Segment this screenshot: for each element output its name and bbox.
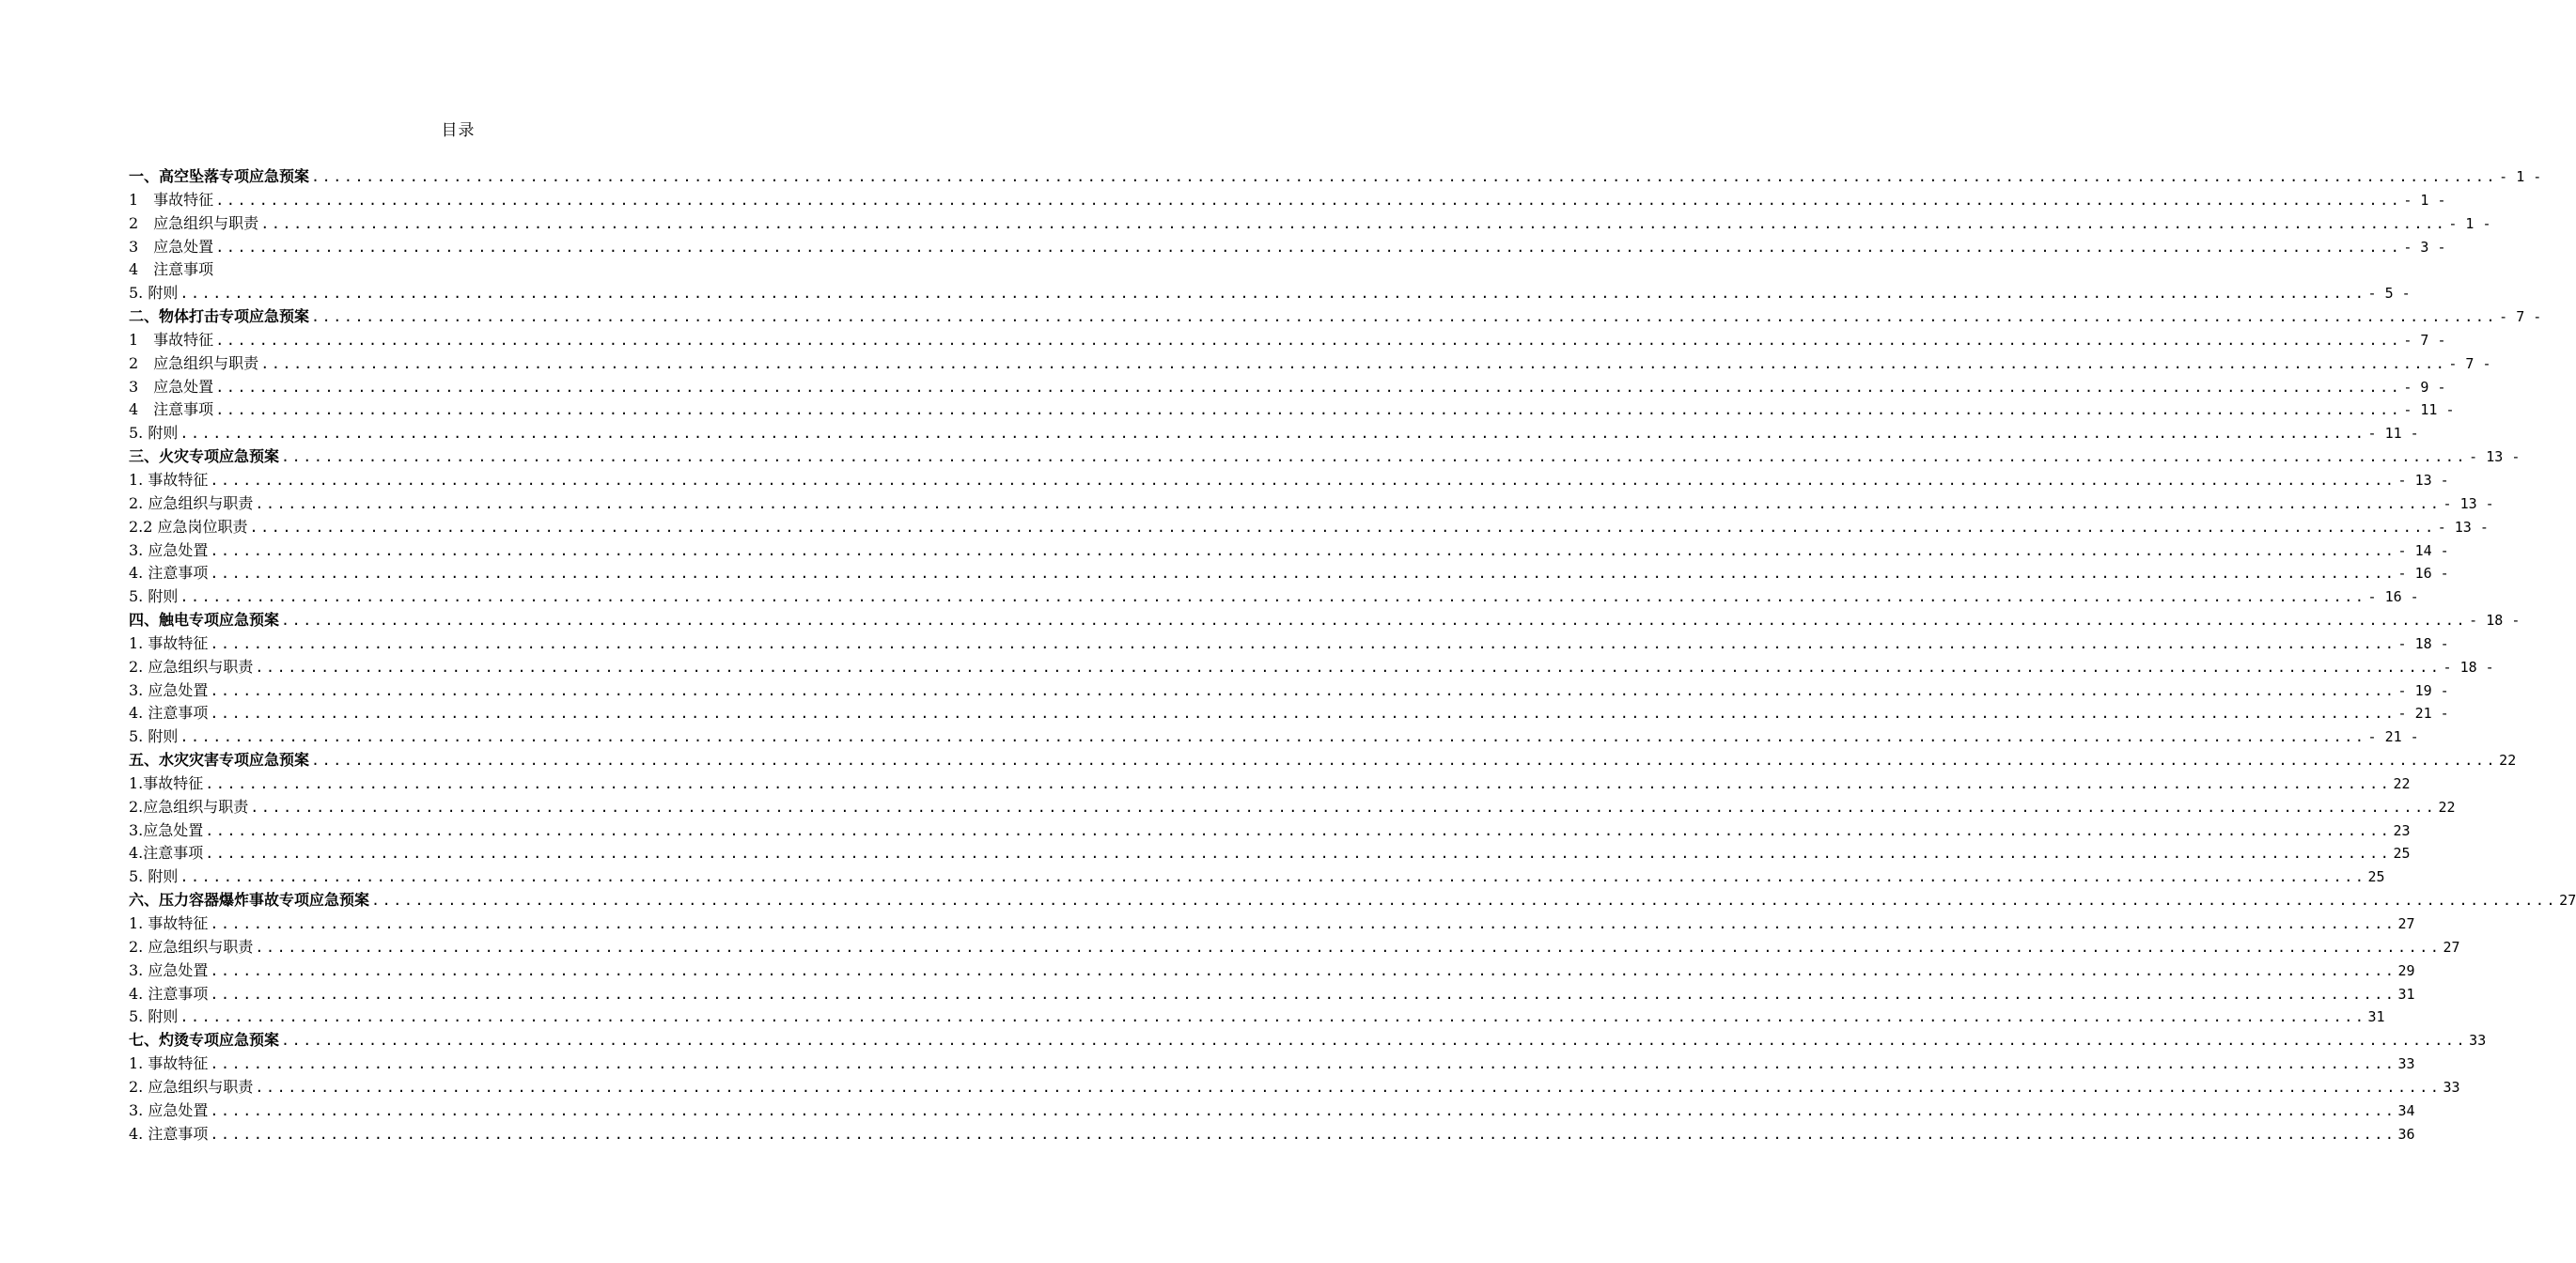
toc-entry[interactable] [129, 632, 2449, 655]
toc-entry-text: 2. 应急组织与职责 [129, 1077, 254, 1096]
toc-entry[interactable] [129, 538, 2449, 562]
toc-page-number: - 7 - [2448, 354, 2491, 372]
toc-section-heading[interactable] [129, 1028, 2487, 1052]
toc-entry-text: 2.2 应急岗位职责 [129, 517, 248, 536]
toc-entry-text: 1. 事故特征 [129, 633, 209, 652]
table-of-contents [129, 164, 2576, 1145]
toc-entry-text: 1 事故特征 [129, 330, 214, 349]
toc-entry-text: 5. 附则 [129, 1007, 179, 1026]
toc-entry[interactable] [129, 701, 2449, 725]
toc-page-number: - 18 - [2397, 634, 2449, 652]
toc-page-number: 22 [2499, 752, 2517, 770]
toc-entry-text: 2. 应急组织与职责 [129, 493, 254, 512]
toc-leader-dots: ........................................................................................................................................................................................................ [371, 892, 2558, 910]
toc-entry-text: 1. 事故特征 [129, 470, 209, 489]
toc-entry[interactable] [129, 655, 2494, 678]
toc-entry[interactable] [129, 585, 2419, 608]
toc-page-number: - 11 - [2403, 401, 2455, 419]
toc-leader-dots: ........................................................................................................................................................................................................ [205, 821, 2392, 839]
toc-page-number: - 14 - [2397, 541, 2449, 559]
toc-entry[interactable] [129, 678, 2449, 702]
toc-page-number: - 13 - [2443, 494, 2494, 512]
toc-page-number: 31 [2367, 1008, 2385, 1026]
toc-leader-dots: ........................................................................................................................................................................................................ [210, 541, 2396, 559]
toc-section-heading[interactable] [129, 164, 2542, 188]
toc-entry-text: 3 应急处置 [129, 237, 214, 256]
toc-entry-text: 1. 事故特征 [129, 1054, 209, 1073]
toc-page-number: - 7 - [2403, 331, 2446, 349]
toc-section-heading[interactable] [129, 444, 2521, 468]
toc-leader-dots: ........................................................................................................................................................................................................ [311, 752, 2498, 770]
toc-leader-dots: ........................................................................................................................................................................................................ [210, 985, 2396, 1003]
toc-entry-text: 2 应急组织与职责 [129, 213, 259, 232]
toc-entry[interactable] [129, 795, 2456, 819]
toc-page-number: 36 [2397, 1125, 2415, 1143]
toc-page-number: - 9 - [2403, 378, 2446, 396]
toc-entry[interactable] [129, 1122, 2415, 1146]
toc-leader-dots: ........................................................................................................................................................................................................ [311, 168, 2498, 185]
toc-entry-text: 3. 应急处置 [129, 1100, 209, 1119]
toc-entry[interactable] [129, 398, 2455, 421]
toc-page-number: - 3 - [2403, 238, 2446, 256]
toc-entry[interactable] [129, 1099, 2415, 1122]
toc-page-number: - 11 - [2367, 425, 2419, 443]
toc-leader-dots: ........................................................................................................................................................................................................ [255, 1078, 2442, 1096]
toc-leader-dots: ........................................................................................................................................................................................................ [180, 1008, 2366, 1026]
toc-page-number: - 19 - [2397, 681, 2449, 699]
toc-leader-dots: ........................................................................................................................................................................................................ [215, 238, 2402, 256]
toc-entry-text: 5. 附则 [129, 587, 179, 606]
toc-entry-text: 5. 附则 [129, 727, 179, 746]
toc-page-number: 22 [2438, 798, 2456, 816]
toc-page-number: 33 [2469, 1032, 2487, 1050]
toc-leader-dots: ........................................................................................................................................................................................................ [250, 798, 2437, 816]
toc-entry-text: 五、水灾灾害专项应急预案 [129, 751, 310, 770]
toc-section-heading[interactable] [129, 608, 2521, 632]
toc-entry[interactable] [129, 959, 2415, 982]
toc-entry[interactable] [129, 935, 2460, 959]
toc-page-number: - 13 - [2469, 448, 2521, 466]
toc-leader-dots: ........................................................................................................................................................................................................ [210, 961, 2396, 979]
toc-entry-text: 5. 附则 [129, 867, 179, 886]
toc-page-number: - 13 - [2437, 518, 2489, 536]
toc-entry-text: 二、物体打击专项应急预案 [129, 307, 310, 326]
toc-page-number: - 18 - [2469, 612, 2521, 630]
toc-page-number: - 1 - [2448, 214, 2491, 232]
toc-leader-dots: ........................................................................................................................................................................................................ [215, 401, 2402, 419]
toc-leader-dots: ........................................................................................................................................................................................................ [255, 938, 2442, 956]
toc-leader-dots: ........................................................................................................................................................................................................ [281, 448, 2468, 466]
toc-leader-dots: ........................................................................................................................................................................................................ [255, 658, 2442, 676]
toc-page-number: 31 [2397, 985, 2415, 1003]
toc-page-number: - 21 - [2397, 705, 2449, 723]
toc-entry[interactable] [129, 351, 2491, 375]
toc-page-number: - 13 - [2397, 471, 2449, 489]
toc-leader-dots: ........................................................................................................................................................................................................ [215, 191, 2402, 209]
toc-entry-text: 四、触电专项应急预案 [129, 611, 280, 630]
toc-entry[interactable] [129, 1005, 2385, 1028]
toc-entry[interactable] [129, 468, 2449, 491]
toc-section-heading[interactable] [129, 748, 2517, 772]
toc-page-number: 27 [2443, 938, 2460, 956]
toc-entry[interactable] [129, 211, 2491, 235]
toc-entry[interactable] [129, 982, 2415, 1006]
toc-entry-text: 3. 应急处置 [129, 680, 209, 699]
toc-leader-dots: ........................................................................................................................................................................................................ [210, 1101, 2396, 1119]
toc-entry-text: 三、火灾专项应急预案 [129, 447, 280, 466]
toc-leader-dots: ........................................................................................................................................................................................................ [210, 705, 2396, 723]
toc-leader-dots: ........................................................................................................................................................................................................ [210, 681, 2396, 699]
toc-entry-text: 3.应急处置 [129, 820, 204, 839]
toc-page-number: - 1 - [2499, 168, 2542, 185]
toc-entry-text: 4. 注意事项 [129, 564, 209, 583]
toc-leader-dots: ........................................................................................................................................................................................................ [260, 354, 2447, 372]
toc-page-number: - 1 - [2403, 191, 2446, 209]
toc-page-number: 27 [2559, 892, 2576, 910]
toc-leader-dots: ........................................................................................................................................................................................................ [311, 308, 2498, 326]
toc-leader-dots: ........................................................................................................................................................................................................ [255, 494, 2442, 512]
toc-entry[interactable] [129, 491, 2494, 515]
toc-entry-text: 2. 应急组织与职责 [129, 937, 254, 956]
toc-entry[interactable] [129, 421, 2419, 444]
toc-entry[interactable] [129, 1075, 2460, 1099]
toc-entry-text: 5. 附则 [129, 284, 179, 303]
toc-leader-dots: ........................................................................................................................................................................................................ [205, 774, 2392, 792]
toc-page-number: 34 [2397, 1101, 2415, 1119]
toc-entry[interactable] [129, 561, 2449, 585]
toc-entry-text: 3 应急处置 [129, 377, 214, 396]
toc-page-number: - 21 - [2367, 728, 2419, 746]
toc-leader-dots: ........................................................................................................................................................................................................ [215, 378, 2402, 396]
toc-leader-dots: ........................................................................................................................................................................................................ [210, 1055, 2396, 1073]
toc-entry[interactable] [129, 328, 2446, 351]
toc-entry[interactable] [129, 1052, 2415, 1075]
toc-leader-dots: ........................................................................................................................................................................................................ [215, 331, 2402, 349]
toc-page-number: - 16 - [2367, 588, 2419, 606]
toc-leader-dots: ........................................................................................................................................................................................................ [210, 634, 2396, 652]
toc-entry[interactable] [129, 865, 2385, 888]
toc-leader-dots: ........................................................................................................................................................................................................ [281, 1032, 2468, 1050]
toc-leader-dots: ........................................................................................................................................................................................................ [249, 518, 2436, 536]
toc-page-number: 23 [2393, 821, 2411, 839]
toc-entry[interactable] [129, 841, 2411, 865]
toc-leader-dots: ........................................................................................................................................................................................................ [210, 915, 2396, 932]
toc-leader-dots: ........................................................................................................................................................................................................ [210, 565, 2396, 583]
toc-entry-text: 七、灼烫专项应急预案 [129, 1031, 280, 1050]
toc-entry-text: 3. 应急处置 [129, 540, 209, 559]
toc-page-number: 25 [2367, 868, 2385, 886]
toc-section-heading[interactable] [129, 888, 2576, 912]
toc-entry[interactable] [129, 257, 788, 281]
toc-page-number: - 5 - [2367, 285, 2411, 303]
toc-entry-text: 2 应急组织与职责 [129, 353, 259, 372]
toc-page-number: - 16 - [2397, 565, 2449, 583]
toc-entry-text: 1.事故特征 [129, 773, 204, 792]
toc-leader-dots: ........................................................................................................................................................................................................ [180, 425, 2366, 443]
toc-section-heading[interactable] [129, 304, 2542, 328]
toc-entry[interactable] [129, 772, 2411, 795]
toc-entry[interactable] [129, 515, 2489, 538]
toc-page-number: 22 [2393, 774, 2411, 792]
toc-entry[interactable] [129, 235, 2446, 258]
toc-entry-text: 3. 应急处置 [129, 960, 209, 979]
toc-entry[interactable] [129, 188, 2446, 211]
toc-leader-dots: ........................................................................................................................................................................................................ [205, 845, 2392, 863]
toc-entry[interactable] [129, 725, 2419, 748]
toc-page-number: 29 [2397, 961, 2415, 979]
toc-title: 目录 [441, 121, 476, 140]
toc-entry[interactable] [129, 375, 2446, 398]
toc-entry-text: 1 事故特征 [129, 190, 214, 209]
toc-entry-text: 2.应急组织与职责 [129, 797, 249, 816]
toc-entry-text: 4 注意事项 [129, 260, 214, 279]
toc-leader-dots: ........................................................................................................................................................................................................ [210, 471, 2396, 489]
toc-page-number: 33 [2397, 1055, 2415, 1073]
toc-leader-dots: ........................................................................................................................................................................................................ [260, 214, 2447, 232]
toc-leader-dots: ........................................................................................................................................................................................................ [210, 1125, 2396, 1143]
toc-entry-text: 4. 注意事项 [129, 704, 209, 723]
toc-entry-text: 4. 注意事项 [129, 1124, 209, 1143]
toc-leader-dots: ........................................................................................................................................................................................................ [180, 285, 2366, 303]
toc-leader-dots: ........................................................................................................................................................................................................ [180, 728, 2366, 746]
toc-entry[interactable] [129, 912, 2415, 935]
toc-page-number: - 18 - [2443, 658, 2494, 676]
toc-leader-dots: ........................................................................................................................................................................................................ [281, 612, 2468, 630]
toc-entry-text: 2. 应急组织与职责 [129, 657, 254, 676]
toc-entry-text: 1. 事故特征 [129, 914, 209, 932]
toc-entry[interactable] [129, 819, 2411, 842]
toc-leader-dots: ........................................................................................................................................................................................................ [180, 868, 2366, 886]
toc-entry-text: 4.注意事项 [129, 844, 204, 863]
toc-entry-text: 六、压力容器爆炸事故专项应急预案 [129, 891, 370, 910]
toc-page-number: 27 [2397, 915, 2415, 932]
toc-entry-text: 一、高空坠落专项应急预案 [129, 167, 310, 185]
toc-entry-text: 5. 附则 [129, 424, 179, 443]
toc-leader-dots: ........................................................................................................................................................................................................ [180, 588, 2366, 606]
toc-page-number: - 7 - [2499, 308, 2542, 326]
toc-entry[interactable] [129, 281, 2411, 304]
toc-entry-text: 4. 注意事项 [129, 984, 209, 1003]
toc-page-number: 33 [2443, 1078, 2460, 1096]
toc-page-number: 25 [2393, 845, 2411, 863]
toc-entry-text: 4 注意事项 [129, 400, 214, 419]
